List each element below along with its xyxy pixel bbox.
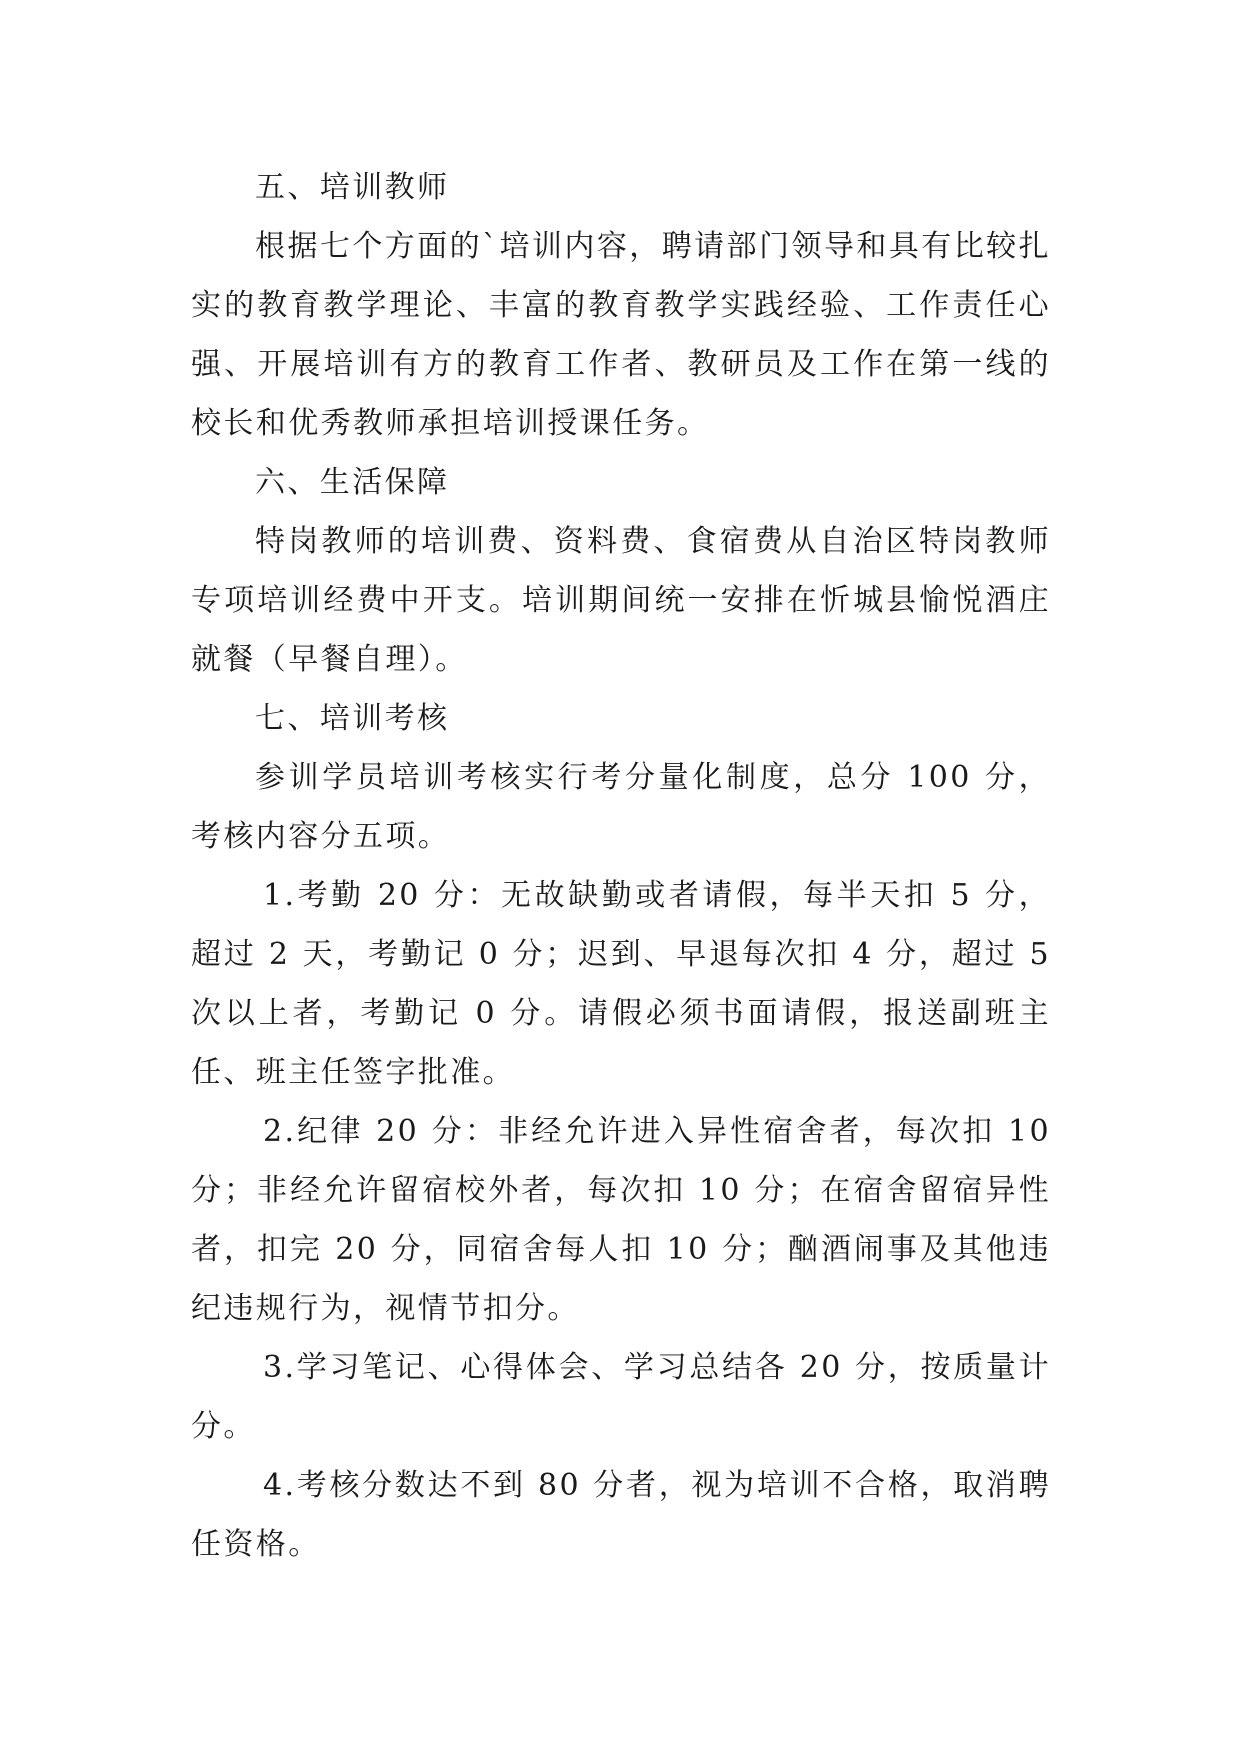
document-body bbox=[191, 158, 1051, 1574]
living-paragraph: 特岗教师的培训费、资料费、食宿费从自治区特岗教师专项培训经费中开支。培训期间统一安排在忻城县愉悦酒庄就餐（早餐自理）。 bbox=[191, 524, 1051, 677]
teachers-paragraph: 根据七个方面的`培训内容，聘请部门领导和具有比较扎实的教育教学理论、丰富的教育教学实践经验、工作责任心强、开展培训有方的教育工作者、教研员及工作在第一线的校长和优秀教师承担培训授课任务。 bbox=[191, 229, 1051, 441]
section-heading-living: 六、生活保障 bbox=[255, 465, 450, 500]
assessment-paragraph: 参训学员培训考核实行考分量化制度，总分 100 分，考核内容分五项。 bbox=[191, 760, 1051, 854]
section-heading-teachers: 五、培训教师 bbox=[255, 170, 450, 205]
section-heading-assessment: 七、培训考核 bbox=[255, 701, 450, 736]
assessment-item-discipline: 2.纪律 20 分：非经允许进入异性宿舍者，每次扣 10 分；非经允许留宿校外者，每次扣 10 分；在宿舍留宿异性者，扣完 20 分，同宿舍每人扣 10 分；酗酒闹事及其他违纪违规行为，视情节扣分。 bbox=[191, 1114, 1051, 1326]
assessment-item-attendance: 1.考勤 20 分：无故缺勤或者请假，每半天扣 5 分，超过 2 天，考勤记 0 分；迟到、早退每次扣 4 分，超过 5 次以上者，考勤记 0 分。请假必须书面请假，报送副班主任、班主任签字批准。 bbox=[191, 878, 1051, 1090]
assessment-item-notes: 3.学习笔记、心得体会、学习总结各 20 分，按质量计分。 bbox=[191, 1350, 1051, 1444]
assessment-item-passing: 4.考核分数达不到 80 分者，视为培训不合格，取消聘任资格。 bbox=[191, 1468, 1051, 1562]
